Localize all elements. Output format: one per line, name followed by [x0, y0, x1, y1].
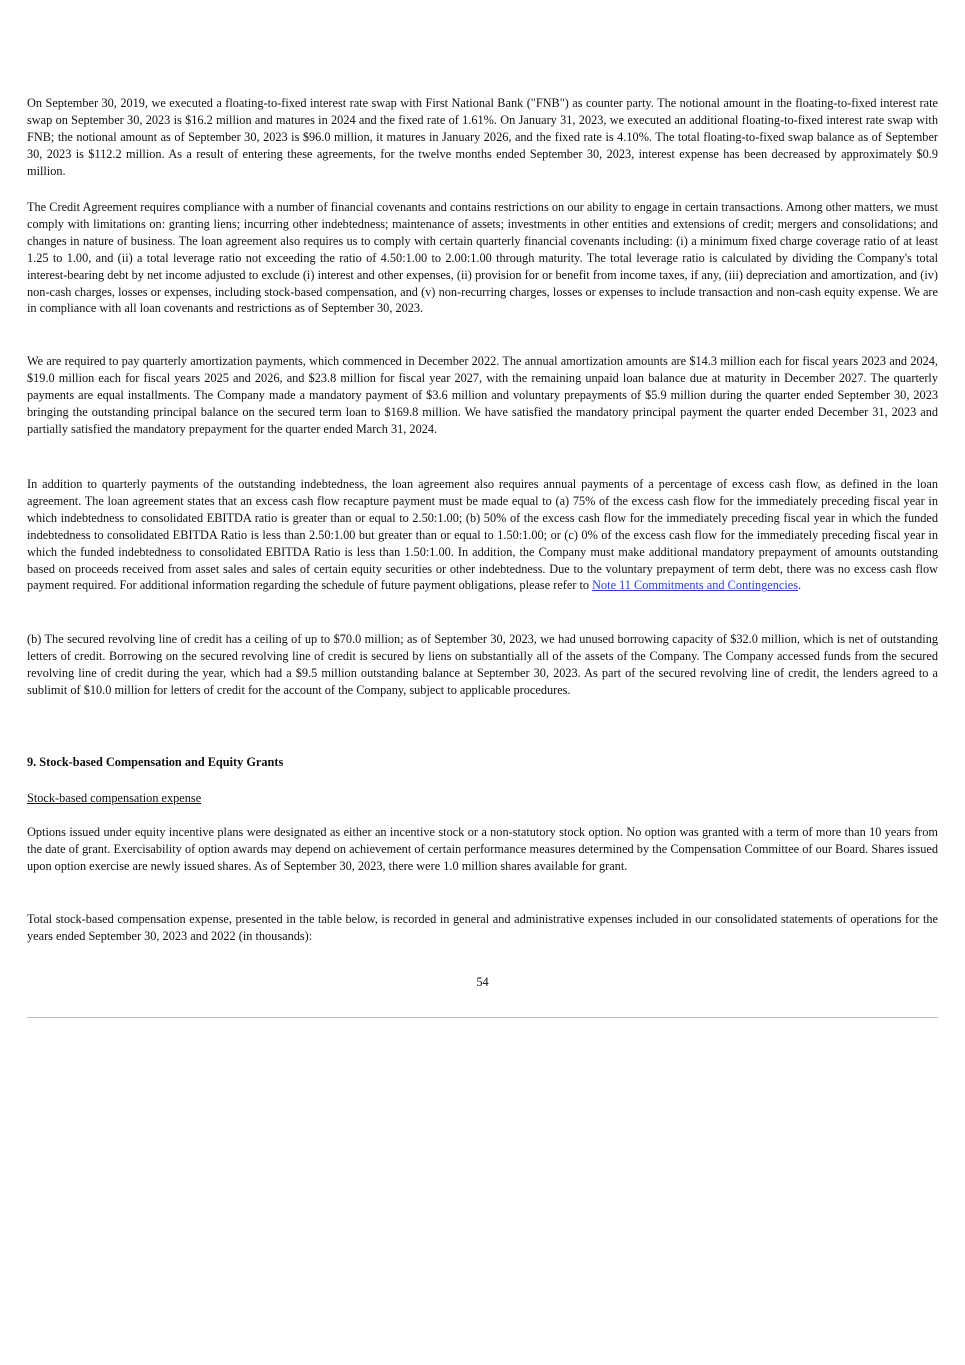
subsection-heading: Stock-based compensation expense [27, 791, 202, 805]
paragraph-revolving-line-of-credit: (b) The secured revolving line of credit has a ceiling of up to $70.0 million; as of September 30, 2023, we had unused borrowing capacity of $32.0 million, which is net of outstanding letters of credit. Borrowing on the secured revolving line of credit is secured by liens on substantially all of the assets of the Company. The Company accessed funds from the secured revolving line of credit during the year, which had a $9.5 million outstanding balance at September 30, 2023. As part of the secured revolving line of credit, the lenders agreed to a sublimit of $10.0 million for letters of credit for the account of the Company, subject to applicable procedures. [27, 632, 938, 697]
paragraph-equity-incentive-plans: Options issued under equity incentive plans were designated as either an incentive stock or a non-statutory stock option. No option was granted with a term of more than 10 years from the date of grant. Exercisability of option awards may depend on achievement of certain performance measures determined by the Compensation Committee of our Board. Shares issued upon option exercise are newly issued shares. As of September 30, 2023, there were 1.0 million shares available for grant. [27, 825, 938, 873]
paragraph-excess-cash-flow-text: In addition to quarterly payments of the outstanding indebtedness, the loan agreement also requires annual payments of a percentage of excess cash flow, as defined in the loan agreement. The loan agreement states that an excess cash flow recapture payment must be made equal to (a) 75% of the excess cash flow for the immediately preceding fiscal year in which indebtedness to consolidated EBITDA ratio is greater than or equal to 2.50:1.00; (b) 50% of the excess cash flow for the immediately preceding fiscal year in which the funded indebtedness to consolidated EBITDA Ratio is less than 2.50:1.00 but greater than or equal to 1.50:1.00; or (c) 0% of the excess cash flow for the immediately preceding fiscal year in which the funded indebtedness to consolidated EBITDA Ratio is less than 1.50:1.00. In addition, the Company must make additional mandatory prepayment of amounts outstanding based on proceeds received from asset sales and sales of certain equity securities or other indebtedness. Due to the voluntary prepayment of term debt, there was no excess cash flow payment required. For additional information regarding the schedule of future payment obligations, please refer to [27, 477, 938, 593]
paragraph-excess-cash-flow [27, 476, 938, 594]
paragraph-excess-cash-flow-end: . [797, 578, 802, 593]
paragraph-credit-agreement-covenants: The Credit Agreement requires compliance with a number of financial covenants and contains restrictions on our ability to engage in certain transactions. Among other matters, we must comply with limitations on: granting liens; incurring other indebtedness; maintenance of assets; investments in other entities and extensions of credit; mergers and consolidations; and changes in nature of business. The loan agreement also requires us to comply with certain quarterly financial covenants including: (i) a minimum fixed charge coverage ratio of at least 1.25 to 1.00, and (ii) a total leverage ratio not exceeding the ratio of 4.50:1.00 to 2.00:1.00 through maturity. The total leverage ratio is calculated by dividing the Company's total interest-bearing debt by net income adjusted to exclude (i) interest and other expenses, (ii) provision for or benefit from income taxes, if any, (iii) depreciation and amortization, and (iv) non-cash charges, losses or expenses, including stock-based compensation, and (v) non-recurring charges, losses or expenses to include transaction and non-cash equity expense. We are in compliance with all loan covenants and restrictions as of September 30, 2023. [27, 200, 938, 316]
paragraph-amortization-payments: We are required to pay quarterly amortization payments, which commenced in December 2022. The annual amortization amounts are $14.3 million each for fiscal years 2023 and 2024, $19.0 million each for fiscal years 2025 and 2026, and $23.8 million for fiscal year 2027, with the remaining unpaid loan balance due at maturity in December 2027. The quarterly payments are equal installments. The Company made a mandatory payment of $3.6 million and voluntary prepayments of $5.9 million during the quarter ended September 30, 2023 bringing the outstanding principal balance on the secured term loan to $169.8 million. We have satisfied the mandatory principal payment the quarter ended December 31, 2023 and partially satisfied the mandatory prepayment for the quarter ended March 31, 2024. [27, 354, 938, 436]
paragraph-interest-rate-swap: On September 30, 2019, we executed a floating-to-fixed interest rate swap with First National Bank ("FNB") as counter party. The notional amount in the floating-to-fixed interest rate swap on September 30, 2023 is $16.2 million and matures in 2024 and the fixed rate of 1.61%. On January 31, 2023, we executed an additional floating-to-fixed interest rate swap with FNB; the notional amount as of September 30, 2023 is $96.0 million, it matures in January 2026, and the fixed rate is 4.10%. The total floating-to-fixed swap balance as of September 30, 2023 is $112.2 million. As a result of entering these agreements, for the twelve months ended September 30, 2023, interest expense has been decreased by approximately $0.9 million. [27, 96, 938, 178]
page-divider [27, 1017, 938, 1018]
note-11-commitments-link[interactable]: Note 11 Commitments and Contingencies [592, 578, 798, 593]
paragraph-stock-compensation-expense: Total stock-based compensation expense, presented in the table below, is recorded in general and administrative expenses included in our consolidated statements of operations for the years ended September 30, 2023 and 2022 (in thousands): [27, 912, 938, 943]
page-number: 54 [476, 975, 489, 989]
section-heading: 9. Stock-based Compensation and Equity Grants [27, 755, 284, 769]
